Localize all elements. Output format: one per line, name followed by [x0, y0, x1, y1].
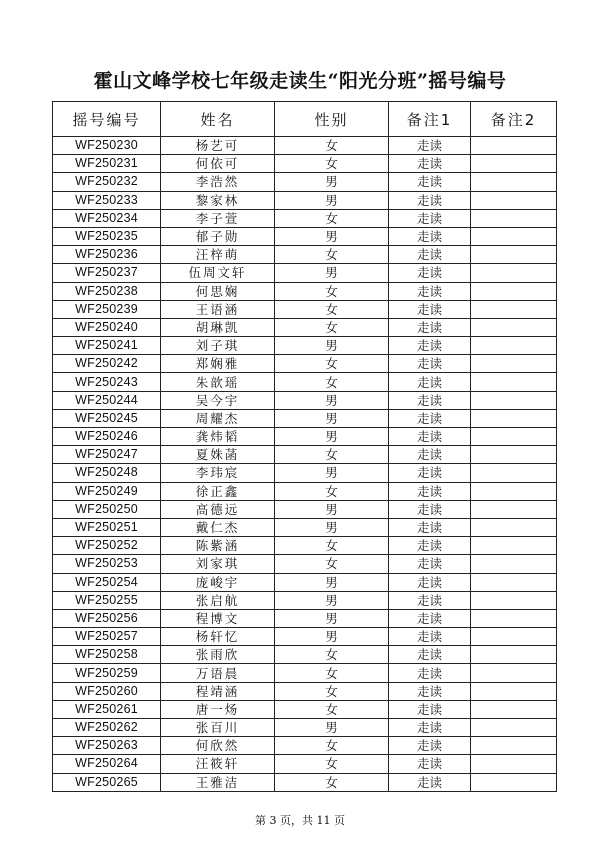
cell-gender: 男 — [275, 500, 389, 518]
header-note1: 备注1 — [389, 102, 471, 137]
cell-lottery-number: WF250238 — [53, 282, 161, 300]
table-row — [53, 773, 557, 791]
table-row — [53, 282, 557, 300]
cell-name: 杨轩忆 — [161, 628, 275, 646]
cell-name: 程靖涵 — [161, 682, 275, 700]
cell-lottery-number: WF250253 — [53, 555, 161, 573]
cell-note1: 走读 — [389, 137, 471, 155]
cell-note2 — [471, 555, 557, 573]
cell-lottery-number: WF250246 — [53, 428, 161, 446]
table-row — [53, 246, 557, 264]
cell-gender: 男 — [275, 337, 389, 355]
cell-gender: 男 — [275, 719, 389, 737]
cell-gender: 女 — [275, 700, 389, 718]
cell-gender: 男 — [275, 609, 389, 627]
cell-lottery-number: WF250231 — [53, 155, 161, 173]
cell-name: 黎家林 — [161, 191, 275, 209]
cell-note1: 走读 — [389, 737, 471, 755]
cell-lottery-number: WF250252 — [53, 537, 161, 555]
cell-gender: 女 — [275, 682, 389, 700]
cell-note2 — [471, 155, 557, 173]
cell-note1: 走读 — [389, 664, 471, 682]
table-row — [53, 737, 557, 755]
cell-gender: 女 — [275, 537, 389, 555]
cell-note1: 走读 — [389, 609, 471, 627]
cell-note1: 走读 — [389, 209, 471, 227]
table-row — [53, 755, 557, 773]
cell-note2 — [471, 409, 557, 427]
cell-lottery-number: WF250263 — [53, 737, 161, 755]
table-row — [53, 628, 557, 646]
cell-note2 — [471, 428, 557, 446]
table-row — [53, 446, 557, 464]
cell-lottery-number: WF250245 — [53, 409, 161, 427]
cell-name: 李浩然 — [161, 173, 275, 191]
cell-note1: 走读 — [389, 318, 471, 336]
table-row — [53, 318, 557, 336]
cell-note1: 走读 — [389, 409, 471, 427]
cell-name: 何欣然 — [161, 737, 275, 755]
cell-note1: 走读 — [389, 482, 471, 500]
cell-note2 — [471, 500, 557, 518]
cell-gender: 女 — [275, 755, 389, 773]
cell-note1: 走读 — [389, 773, 471, 791]
table-row — [53, 518, 557, 536]
cell-name: 张启航 — [161, 591, 275, 609]
header-note2: 备注2 — [471, 102, 557, 137]
table-header — [53, 102, 557, 137]
cell-note2 — [471, 737, 557, 755]
cell-name: 李子萱 — [161, 209, 275, 227]
roster-table — [52, 101, 557, 792]
cell-gender: 女 — [275, 482, 389, 500]
cell-lottery-number: WF250265 — [53, 773, 161, 791]
cell-note2 — [471, 373, 557, 391]
cell-gender: 男 — [275, 591, 389, 609]
cell-gender: 男 — [275, 628, 389, 646]
cell-note2 — [471, 282, 557, 300]
cell-note1: 走读 — [389, 573, 471, 591]
cell-note1: 走读 — [389, 355, 471, 373]
page-title: 霍山文峰学校七年级走读生“阳光分班”摇号编号 — [93, 70, 507, 92]
cell-gender: 男 — [275, 173, 389, 191]
cell-note1: 走读 — [389, 628, 471, 646]
table-row — [53, 264, 557, 282]
cell-gender: 女 — [275, 300, 389, 318]
cell-note2 — [471, 664, 557, 682]
table-row — [53, 355, 557, 373]
table-row — [53, 391, 557, 409]
cell-note2 — [471, 318, 557, 336]
table-row — [53, 173, 557, 191]
cell-note1: 走读 — [389, 646, 471, 664]
cell-lottery-number: WF250261 — [53, 700, 161, 718]
cell-note1: 走读 — [389, 518, 471, 536]
table-row — [53, 227, 557, 245]
cell-gender: 女 — [275, 282, 389, 300]
cell-gender: 男 — [275, 264, 389, 282]
cell-note2 — [471, 573, 557, 591]
table-row — [53, 300, 557, 318]
cell-note2 — [471, 300, 557, 318]
cell-note2 — [471, 682, 557, 700]
cell-note2 — [471, 628, 557, 646]
cell-name: 徐正鑫 — [161, 482, 275, 500]
cell-note1: 走读 — [389, 173, 471, 191]
cell-note1: 走读 — [389, 591, 471, 609]
table-row — [53, 719, 557, 737]
cell-lottery-number: WF250249 — [53, 482, 161, 500]
cell-note2 — [471, 755, 557, 773]
cell-lottery-number: WF250264 — [53, 755, 161, 773]
cell-note2 — [471, 391, 557, 409]
cell-note1: 走读 — [389, 464, 471, 482]
table-row — [53, 155, 557, 173]
cell-lottery-number: WF250230 — [53, 137, 161, 155]
header-name: 姓名 — [161, 102, 275, 137]
cell-note1: 走读 — [389, 446, 471, 464]
cell-name: 夏姝菡 — [161, 446, 275, 464]
cell-lottery-number: WF250247 — [53, 446, 161, 464]
cell-lottery-number: WF250260 — [53, 682, 161, 700]
table-row — [53, 409, 557, 427]
cell-note1: 走读 — [389, 700, 471, 718]
cell-lottery-number: WF250242 — [53, 355, 161, 373]
table-row — [53, 464, 557, 482]
table-row — [53, 555, 557, 573]
cell-note1: 走读 — [389, 555, 471, 573]
cell-note2 — [471, 773, 557, 791]
cell-name: 刘子琪 — [161, 337, 275, 355]
cell-lottery-number: WF250244 — [53, 391, 161, 409]
cell-name: 刘家琪 — [161, 555, 275, 573]
cell-lottery-number: WF250232 — [53, 173, 161, 191]
cell-note2 — [471, 464, 557, 482]
cell-name: 张雨欣 — [161, 646, 275, 664]
cell-note2 — [471, 537, 557, 555]
cell-gender: 男 — [275, 573, 389, 591]
cell-name: 胡琳凯 — [161, 318, 275, 336]
cell-note1: 走读 — [389, 337, 471, 355]
cell-note2 — [471, 518, 557, 536]
cell-name: 周耀杰 — [161, 409, 275, 427]
cell-lottery-number: WF250239 — [53, 300, 161, 318]
table-row — [53, 591, 557, 609]
cell-note2 — [471, 355, 557, 373]
cell-gender: 女 — [275, 137, 389, 155]
cell-note1: 走读 — [389, 682, 471, 700]
cell-name: 张百川 — [161, 719, 275, 737]
table-row — [53, 537, 557, 555]
cell-gender: 女 — [275, 373, 389, 391]
cell-note1: 走读 — [389, 755, 471, 773]
header-row — [53, 102, 557, 137]
cell-name: 戴仁杰 — [161, 518, 275, 536]
cell-name: 杨艺可 — [161, 137, 275, 155]
cell-note1: 走读 — [389, 719, 471, 737]
cell-lottery-number: WF250241 — [53, 337, 161, 355]
table-row — [53, 191, 557, 209]
table-row — [53, 209, 557, 227]
cell-name: 汪梓萌 — [161, 246, 275, 264]
cell-name: 高德远 — [161, 500, 275, 518]
cell-lottery-number: WF250250 — [53, 500, 161, 518]
cell-note2 — [471, 646, 557, 664]
cell-name: 郑娴雅 — [161, 355, 275, 373]
cell-note1: 走读 — [389, 227, 471, 245]
cell-gender: 女 — [275, 355, 389, 373]
cell-gender: 女 — [275, 446, 389, 464]
cell-note2 — [471, 173, 557, 191]
cell-note2 — [471, 591, 557, 609]
cell-gender: 男 — [275, 428, 389, 446]
cell-lottery-number: WF250233 — [53, 191, 161, 209]
cell-gender: 女 — [275, 318, 389, 336]
cell-name: 朱歆瑶 — [161, 373, 275, 391]
cell-lottery-number: WF250240 — [53, 318, 161, 336]
table-row — [53, 428, 557, 446]
cell-note1: 走读 — [389, 373, 471, 391]
page-footer: 第 3 页，共 11 页 — [255, 814, 345, 827]
table-row — [53, 373, 557, 391]
cell-gender: 男 — [275, 227, 389, 245]
cell-note2 — [471, 609, 557, 627]
cell-name: 王雅洁 — [161, 773, 275, 791]
cell-name: 汪筱轩 — [161, 755, 275, 773]
cell-name: 龚炜韬 — [161, 428, 275, 446]
cell-note1: 走读 — [389, 191, 471, 209]
cell-name: 郁子勋 — [161, 227, 275, 245]
cell-note2 — [471, 209, 557, 227]
cell-name: 李玮宸 — [161, 464, 275, 482]
cell-gender: 男 — [275, 191, 389, 209]
cell-name: 何思娴 — [161, 282, 275, 300]
cell-note1: 走读 — [389, 264, 471, 282]
cell-gender: 女 — [275, 155, 389, 173]
cell-note2 — [471, 246, 557, 264]
table-row — [53, 700, 557, 718]
cell-gender: 女 — [275, 773, 389, 791]
cell-note1: 走读 — [389, 246, 471, 264]
cell-name: 伍周文轩 — [161, 264, 275, 282]
cell-name: 陈紫涵 — [161, 537, 275, 555]
cell-note2 — [471, 700, 557, 718]
cell-note1: 走读 — [389, 428, 471, 446]
table-row — [53, 682, 557, 700]
cell-note1: 走读 — [389, 155, 471, 173]
cell-note1: 走读 — [389, 300, 471, 318]
cell-gender: 女 — [275, 209, 389, 227]
cell-gender: 男 — [275, 464, 389, 482]
cell-lottery-number: WF250262 — [53, 719, 161, 737]
cell-gender: 女 — [275, 246, 389, 264]
cell-lottery-number: WF250234 — [53, 209, 161, 227]
cell-name: 庞峻宇 — [161, 573, 275, 591]
cell-note2 — [471, 482, 557, 500]
cell-gender: 女 — [275, 737, 389, 755]
cell-lottery-number: WF250251 — [53, 518, 161, 536]
cell-note2 — [471, 719, 557, 737]
cell-name: 何依可 — [161, 155, 275, 173]
table-row — [53, 664, 557, 682]
header-gender: 性别 — [275, 102, 389, 137]
table-row — [53, 137, 557, 155]
cell-note2 — [471, 337, 557, 355]
table-row — [53, 646, 557, 664]
table-row — [53, 337, 557, 355]
cell-lottery-number: WF250257 — [53, 628, 161, 646]
table-body — [53, 137, 557, 792]
cell-note1: 走读 — [389, 282, 471, 300]
cell-lottery-number: WF250254 — [53, 573, 161, 591]
cell-gender: 女 — [275, 664, 389, 682]
cell-gender: 女 — [275, 555, 389, 573]
cell-name: 吴今宇 — [161, 391, 275, 409]
cell-note1: 走读 — [389, 537, 471, 555]
cell-name: 程博文 — [161, 609, 275, 627]
header-lottery-number: 摇号编号 — [53, 102, 161, 137]
cell-note2 — [471, 227, 557, 245]
cell-note1: 走读 — [389, 391, 471, 409]
cell-gender: 男 — [275, 391, 389, 409]
cell-lottery-number: WF250256 — [53, 609, 161, 627]
table-row — [53, 500, 557, 518]
cell-lottery-number: WF250258 — [53, 646, 161, 664]
cell-gender: 男 — [275, 409, 389, 427]
cell-note1: 走读 — [389, 500, 471, 518]
cell-lottery-number: WF250255 — [53, 591, 161, 609]
cell-note2 — [471, 446, 557, 464]
cell-note2 — [471, 137, 557, 155]
table-row — [53, 573, 557, 591]
cell-lottery-number: WF250235 — [53, 227, 161, 245]
cell-lottery-number: WF250236 — [53, 246, 161, 264]
cell-lottery-number: WF250237 — [53, 264, 161, 282]
cell-gender: 女 — [275, 646, 389, 664]
table-row — [53, 609, 557, 627]
cell-lottery-number: WF250259 — [53, 664, 161, 682]
cell-name: 万语晨 — [161, 664, 275, 682]
cell-note2 — [471, 264, 557, 282]
cell-note2 — [471, 191, 557, 209]
cell-lottery-number: WF250248 — [53, 464, 161, 482]
cell-name: 王语涵 — [161, 300, 275, 318]
cell-name: 唐一炀 — [161, 700, 275, 718]
cell-lottery-number: WF250243 — [53, 373, 161, 391]
cell-gender: 男 — [275, 518, 389, 536]
table-row — [53, 482, 557, 500]
